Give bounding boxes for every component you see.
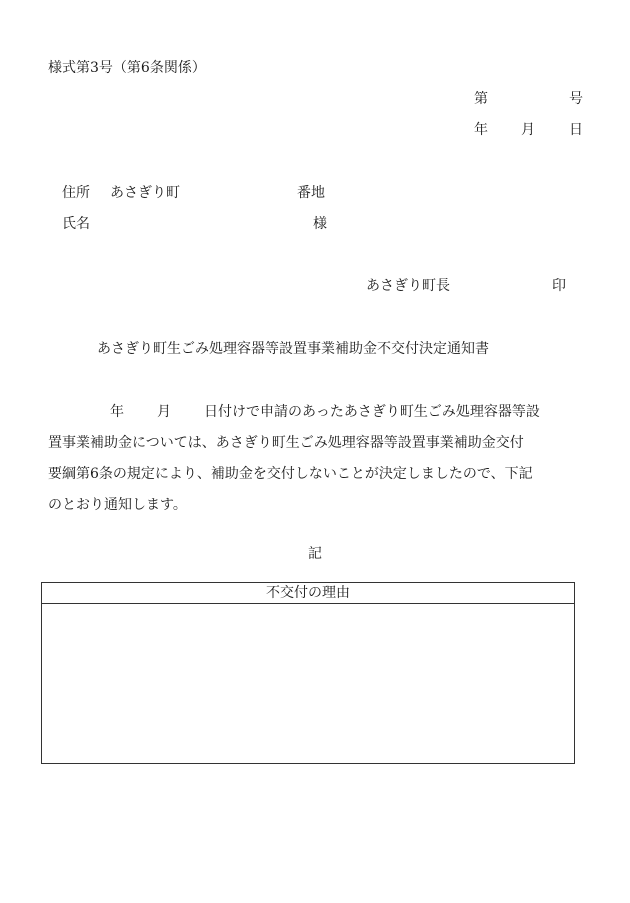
date-year: 年: [474, 122, 488, 138]
body-line-1: 日付けで申請のあったあさぎり町生ごみ処理容器等設: [204, 404, 540, 420]
document-number-suffix: 号: [569, 91, 583, 107]
date-day: 日: [569, 122, 583, 138]
reason-table-header: 不交付の理由: [42, 583, 574, 604]
address-label: 住所: [62, 185, 90, 201]
reason-table: [41, 582, 575, 764]
body-date-month: 月: [157, 404, 171, 420]
body-line-3: 要綱第6条の規定により、補助金を交付しないことが決定しましたので、下記: [48, 466, 533, 482]
address-banchi: 番地: [297, 185, 325, 201]
body-date-year: 年: [110, 404, 124, 420]
issuer-seal: 印: [552, 278, 566, 294]
address-town: あさぎり町: [110, 185, 180, 201]
body-line-2: 置事業補助金については、あさぎり町生ごみ処理容器等設置事業補助金交付: [48, 435, 524, 451]
body-line-4: のとおり通知します。: [48, 497, 187, 513]
issuer-mayor: あさぎり町長: [366, 278, 450, 294]
ki-heading: 記: [308, 546, 322, 562]
form-number: 様式第3号（第6条関係）: [48, 60, 206, 76]
name-label: 氏名: [62, 216, 90, 232]
name-honorific: 様: [313, 216, 327, 232]
document-number-prefix: 第: [474, 91, 488, 107]
date-month: 月: [521, 122, 535, 138]
reason-table-body[interactable]: [42, 604, 574, 764]
document-title: あさぎり町生ごみ処理容器等設置事業補助金不交付決定通知書: [97, 341, 489, 357]
